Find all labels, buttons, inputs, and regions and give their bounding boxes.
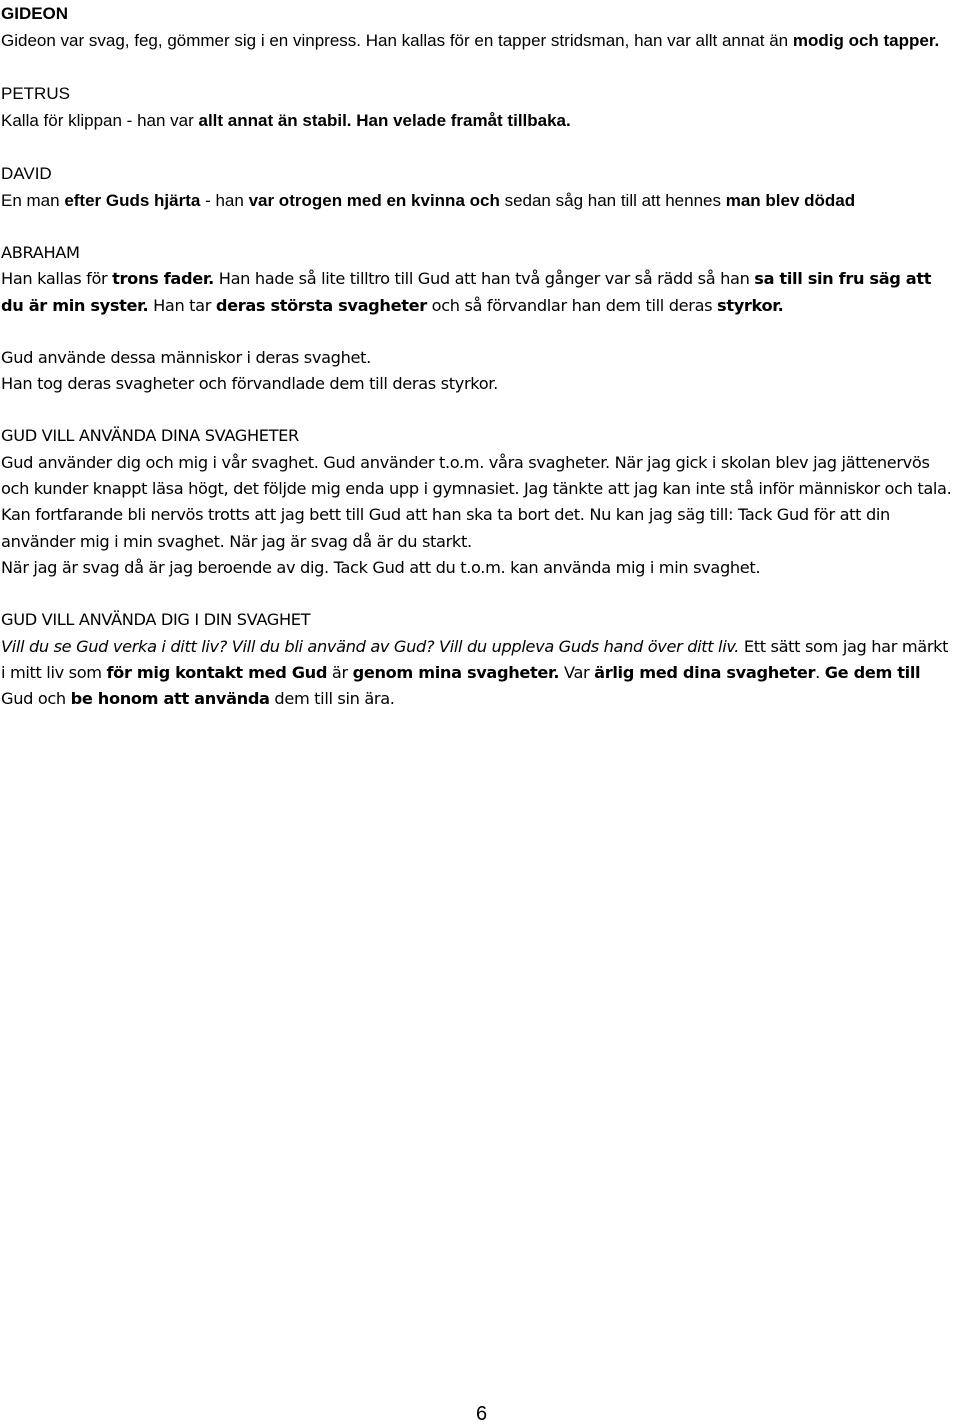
section-heading: GUD VILL ANVÄNDA DINA SVAGHETER [1,426,299,446]
section-spacer [1,397,956,423]
text-run: man blev dödad [725,191,856,210]
section-heading: GIDEON [1,4,69,23]
section-heading: PETRUS [1,84,70,103]
text-run: och så förvandlar han dem till deras [426,295,718,315]
text-run: var otrogen med en kvinna och [248,191,500,210]
text-run: När jag är svag då är jag beroende av dig. Tack Gud att du t.o.m. kan använda mig i min svaghet. [1,557,761,577]
text-run: Gideon var svag, feg, gömmer sig i en vinpress. Han kallas för en tapper stridsman, han var allt annat än [1,31,793,50]
text-run: Ge dem till [824,662,921,682]
section-petrus [1,80,956,134]
text-run: efter Guds hjärta [64,191,201,210]
text-run: Han kallas för [1,269,113,289]
text-run: sedan såg han till att hennes [499,191,726,210]
section-gud-vill-använda-dig-i-din-svaghet [1,607,956,712]
text-run: Gud använder dig och mig i vår svaghet. Gud använder t.o.m. våra svagheter. När jag gick i skolan blev jag jättenervös och kunder knappt läsa högt, det följde mig enda upp i gymnasiet. Jag tänkte att jag kan inte stå inför människor och tala. Kan fortfarande bli nervös trotts att jag bett till Gud att han ska ta bort det. Nu kan jag säg till: Tack Gud för att din använder mig i min svaghet. När jag är svag då är du starkt. [1,452,952,551]
text-run: - han [200,191,249,210]
text-run: be honom att använda [70,689,270,709]
text-run: är [327,662,353,682]
section-heading: DAVID [1,164,52,183]
paragraph [1,266,956,319]
text-run: En man [1,191,65,210]
text-run: modig och tapper. [792,31,940,50]
text-run: Han tog deras svagheter och förvandlade dem till deras styrkor. [1,374,498,394]
text-run: Kalla för klippan - han var [1,111,199,130]
section-abraham [1,240,956,319]
section-david [1,160,956,214]
paragraph [1,555,956,581]
text-run: Gud och [1,689,71,709]
page-number: 6 [476,1403,488,1425]
text-run: Han hade så lite tilltro till Gud att han två gånger var så rädd så han [213,269,755,289]
text-run: Han tar [148,295,216,315]
section-spacer [1,54,956,80]
section-heading: GUD VILL ANVÄNDA DIG I DIN SVAGHET [1,610,311,630]
paragraph [1,27,956,54]
paragraph [1,450,956,555]
text-run: genom mina svagheter. [352,662,560,682]
document-body [1,0,956,712]
section-spacer [1,214,956,240]
text-run: allt annat än stabil. Han velade framåt tillbaka. [198,111,571,130]
text-run: sa till sin fru säg att du är min syster. [1,269,932,315]
paragraph [1,107,956,134]
paragraph [1,187,956,214]
section-summary [1,345,956,398]
text-run: för mig kontakt med Gud [106,662,328,682]
text-run: deras största svagheter [215,295,427,315]
section-spacer [1,581,956,607]
section-gud-vill-använda-dina-svagheter [1,423,956,581]
text-run: dem till sin ära. [269,689,395,709]
paragraph [1,634,956,713]
section-spacer [1,319,956,345]
text-run: Vill du se Gud verka i ditt liv? Vill du bli använd av Gud? Vill du uppleva Guds hand över ditt liv. [1,636,740,656]
text-run: ärlig med dina svagheter [594,662,816,682]
paragraph [1,371,956,397]
section-heading: ABRAHAM [1,243,80,262]
section-gideon [1,0,956,54]
text-run: Var [559,662,595,682]
text-run: . [815,662,825,682]
section-spacer [1,134,956,160]
text-run: Gud använde dessa människor i deras svaghet. [1,347,371,367]
paragraph [1,345,956,371]
text-run: trons fader. [112,269,214,289]
text-run: styrkor. [717,295,784,315]
text-run: Ett sätt som jag har märkt i mitt liv som [1,636,949,682]
